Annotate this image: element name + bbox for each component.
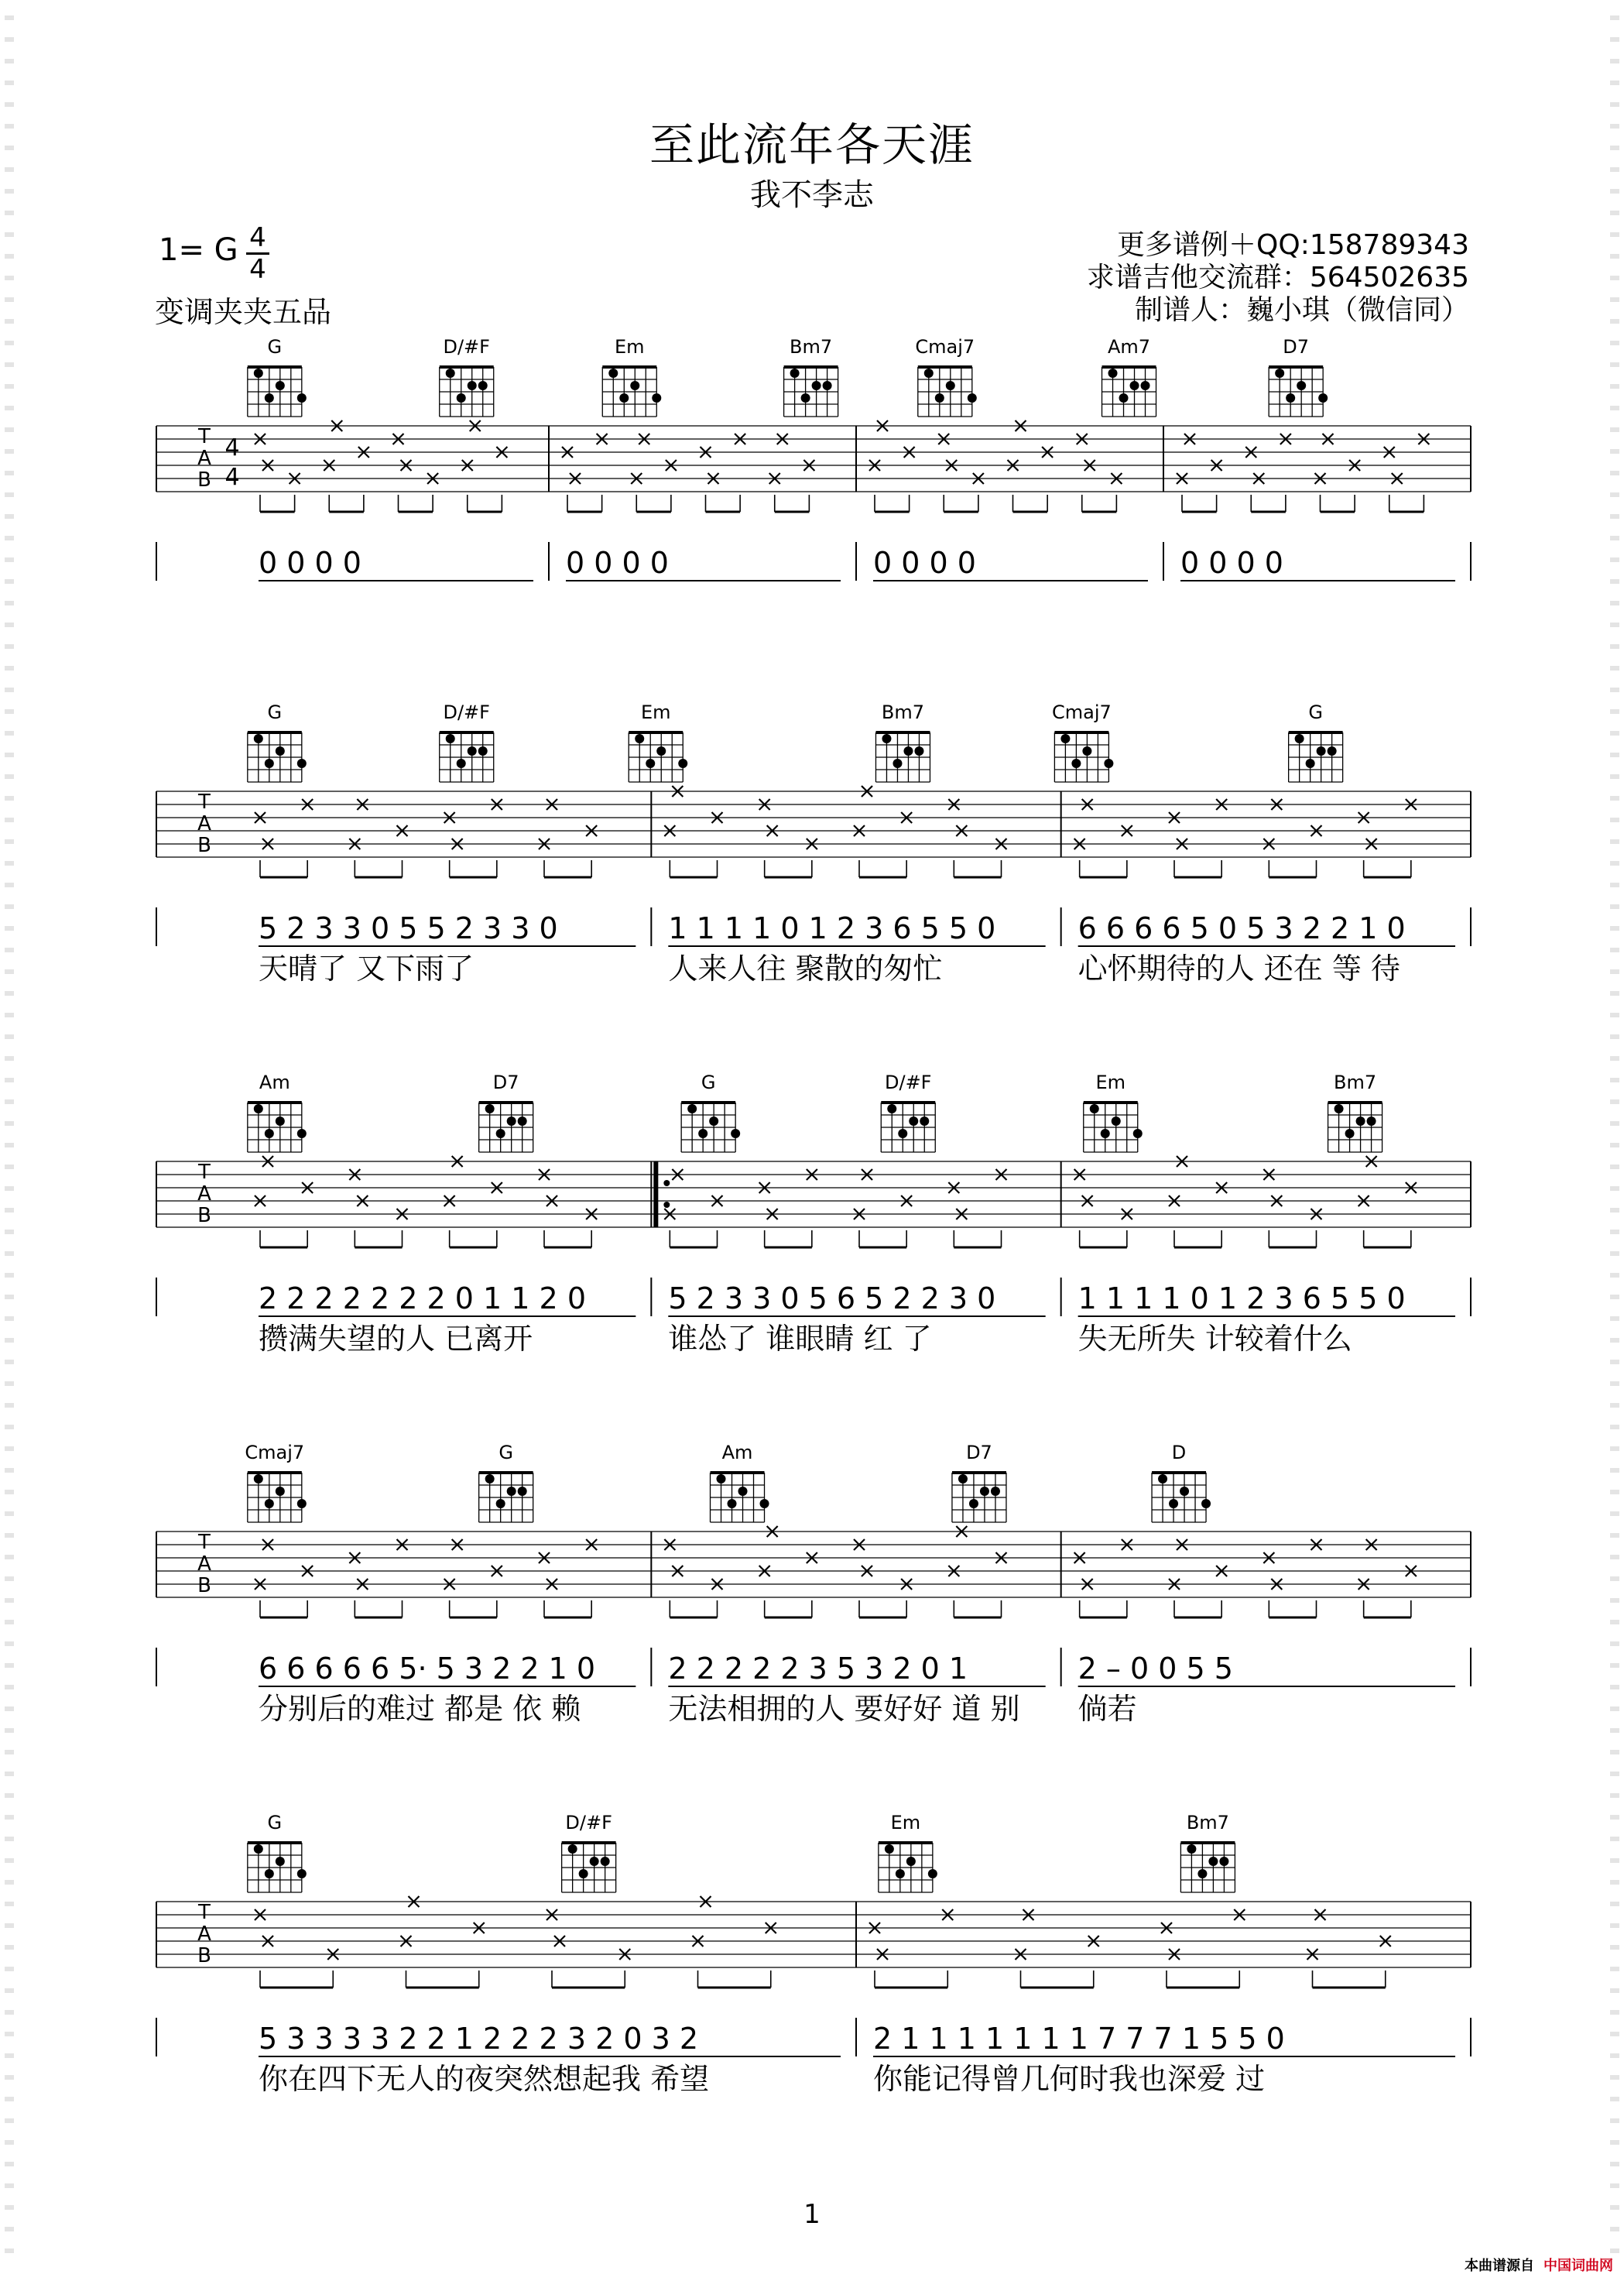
finger-dot bbox=[760, 1499, 769, 1508]
chord-diagram bbox=[1269, 336, 1328, 417]
system-1 bbox=[156, 336, 1471, 581]
finger-dot bbox=[478, 381, 488, 390]
jianpu-notes: 0 0 0 0 bbox=[566, 546, 669, 580]
finger-dot bbox=[728, 1499, 737, 1508]
finger-dot bbox=[1071, 759, 1081, 768]
chord-diagram bbox=[602, 336, 661, 417]
finger-dot bbox=[1334, 1104, 1344, 1113]
tab-clef: B bbox=[197, 834, 211, 857]
finger-dot bbox=[1133, 1129, 1143, 1138]
finger-dot bbox=[568, 1844, 577, 1854]
chord-diagram bbox=[440, 336, 494, 417]
finger-dot bbox=[254, 1474, 263, 1484]
finger-dot bbox=[1356, 1116, 1365, 1126]
tab-clef: A bbox=[197, 447, 211, 470]
finger-dot bbox=[579, 1869, 588, 1878]
chord-name: D/#F bbox=[443, 701, 490, 723]
chord-name: Am bbox=[721, 1442, 753, 1463]
finger-dot bbox=[812, 381, 821, 390]
tab-clef: A bbox=[197, 1182, 211, 1206]
finger-dot bbox=[518, 1116, 527, 1126]
finger-dot bbox=[446, 369, 455, 378]
finger-dot bbox=[254, 1844, 263, 1854]
finger-dot bbox=[276, 381, 285, 390]
lyrics: 攒满失望的人 已离开 bbox=[259, 1322, 533, 1356]
lyrics: 分别后的难过 都是 依 赖 bbox=[259, 1692, 581, 1726]
finger-dot bbox=[485, 1104, 495, 1113]
finger-dot bbox=[958, 1474, 968, 1484]
chord-name: Bm7 bbox=[1334, 1072, 1377, 1093]
jianpu-notes: 5 3 3 3 3 2 2 1 2 2 2 3 2 0 3 2 bbox=[259, 2022, 699, 2056]
jianpu-notes: 6 6 6 6 5 0 5 3 2 2 1 0 bbox=[1078, 911, 1406, 945]
finger-dot bbox=[903, 746, 913, 756]
finger-dot bbox=[885, 1844, 894, 1854]
finger-dot bbox=[991, 1487, 1000, 1496]
tab-clef: B bbox=[197, 1204, 211, 1227]
chord-name: Cmaj7 bbox=[1052, 701, 1112, 723]
finger-dot bbox=[738, 1487, 748, 1496]
finger-dot bbox=[882, 734, 891, 743]
lyrics: 失无所失 计较着什么 bbox=[1078, 1322, 1352, 1356]
finger-dot bbox=[1197, 1869, 1207, 1878]
finger-dot bbox=[946, 381, 955, 390]
chord-name: Bm7 bbox=[1186, 1812, 1229, 1833]
info-arranger: 制谱人：巍小琪（微信同） bbox=[1134, 294, 1469, 326]
chord-name: Em bbox=[890, 1812, 921, 1833]
finger-dot bbox=[297, 1129, 307, 1138]
jianpu-notes: 2 2 2 2 2 3 5 3 2 0 1 bbox=[668, 1652, 968, 1686]
lyrics: 谁怂了 谁眼睛 红 了 bbox=[668, 1322, 932, 1356]
finger-dot bbox=[1219, 1857, 1228, 1866]
finger-dot bbox=[935, 393, 944, 403]
chord-name: Bm7 bbox=[881, 701, 925, 723]
finger-dot bbox=[276, 1487, 285, 1496]
finger-dot bbox=[914, 746, 923, 756]
chord-diagram bbox=[248, 701, 307, 782]
lyrics: 心怀期待的人 还在 等 待 bbox=[1078, 952, 1400, 986]
finger-dot bbox=[1208, 1857, 1218, 1866]
tab-clef: T bbox=[198, 791, 211, 814]
chord-diagram bbox=[784, 336, 838, 417]
chord-name: G bbox=[267, 336, 283, 358]
chord-name: Am7 bbox=[1107, 336, 1151, 358]
finger-dot bbox=[297, 393, 307, 403]
finger-dot bbox=[265, 393, 274, 403]
footer-source: 本曲谱源自 bbox=[1465, 2258, 1534, 2274]
jianpu-notes: 2 2 2 2 2 2 2 0 1 1 2 0 bbox=[259, 1281, 586, 1315]
chord-name: Bm7 bbox=[790, 336, 833, 358]
chord-diagram bbox=[879, 1812, 937, 1892]
jianpu-notes: 0 0 0 0 bbox=[873, 546, 976, 580]
finger-dot bbox=[1367, 1116, 1376, 1126]
finger-dot bbox=[297, 1499, 307, 1508]
finger-dot bbox=[1295, 734, 1304, 743]
finger-dot bbox=[980, 1487, 989, 1496]
footer-credit bbox=[1465, 2255, 1613, 2275]
finger-dot bbox=[1286, 393, 1295, 403]
chord-name: Cmaj7 bbox=[915, 336, 975, 358]
chord-diagram bbox=[681, 1072, 740, 1152]
chord-name: Cmaj7 bbox=[245, 1442, 305, 1463]
finger-dot bbox=[709, 1116, 718, 1126]
chord-name: Em bbox=[640, 701, 671, 723]
chord-name: G bbox=[701, 1072, 716, 1093]
key-signature: 1= G bbox=[159, 232, 238, 268]
time-signature-top: 4 bbox=[249, 222, 266, 253]
page-number: 1 bbox=[803, 2199, 821, 2230]
finger-dot bbox=[601, 1857, 610, 1866]
finger-dot bbox=[1297, 381, 1306, 390]
finger-dot bbox=[608, 369, 618, 378]
chord-diagram bbox=[875, 701, 930, 782]
finger-dot bbox=[678, 759, 687, 768]
finger-dot bbox=[687, 1104, 697, 1113]
finger-dot bbox=[254, 734, 263, 743]
finger-dot bbox=[468, 746, 477, 756]
finger-dot bbox=[652, 393, 661, 403]
finger-dot bbox=[1060, 734, 1070, 743]
chord-diagram bbox=[915, 336, 976, 417]
chord-name: Am bbox=[259, 1072, 290, 1093]
jianpu-notes: 0 0 0 0 bbox=[259, 546, 361, 580]
tab-clef: T bbox=[198, 1161, 211, 1184]
chord-diagram bbox=[562, 1812, 616, 1892]
finger-dot bbox=[646, 759, 655, 768]
tab-time-signature: 4 bbox=[224, 434, 240, 461]
chord-diagram bbox=[952, 1442, 1006, 1522]
song-title: 至此流年各天涯 bbox=[649, 118, 975, 171]
finger-dot bbox=[1306, 759, 1315, 768]
chord-diagram bbox=[1102, 336, 1156, 417]
chord-diagram bbox=[248, 1072, 307, 1152]
chord-diagram bbox=[248, 1812, 307, 1892]
tab-clef: B bbox=[197, 1574, 211, 1597]
chord-name: G bbox=[267, 1812, 283, 1833]
finger-dot bbox=[1090, 1104, 1099, 1113]
lyrics: 人来人往 聚散的匆忙 bbox=[668, 952, 943, 986]
finger-dot bbox=[630, 381, 639, 390]
finger-dot bbox=[265, 1869, 274, 1878]
tab-clef: B bbox=[197, 468, 211, 492]
finger-dot bbox=[276, 1116, 285, 1126]
finger-dot bbox=[507, 1487, 516, 1496]
finger-dot bbox=[619, 393, 629, 403]
finger-dot bbox=[823, 381, 832, 390]
finger-dot bbox=[909, 1116, 918, 1126]
finger-dot bbox=[906, 1857, 916, 1866]
jianpu-notes: 2 1 1 1 1 1 1 1 7 7 7 1 5 5 0 bbox=[873, 2022, 1285, 2056]
finger-dot bbox=[276, 1857, 285, 1866]
song-artist: 我不李志 bbox=[750, 177, 874, 213]
finger-dot bbox=[1318, 393, 1328, 403]
lyrics: 天晴了 又下雨了 bbox=[259, 952, 475, 986]
chord-name: Em bbox=[1095, 1072, 1126, 1093]
repeat-dot bbox=[663, 1202, 670, 1208]
jianpu-notes: 2 – 0 0 5 5 bbox=[1078, 1652, 1233, 1686]
finger-dot bbox=[1108, 369, 1118, 378]
finger-dot bbox=[1345, 1129, 1355, 1138]
jianpu-notes: 5 2 3 3 0 5 6 5 2 2 3 0 bbox=[668, 1281, 996, 1315]
tab-clef: A bbox=[197, 812, 211, 835]
finger-dot bbox=[656, 746, 666, 756]
chord-diagram bbox=[1289, 701, 1343, 782]
finger-dot bbox=[717, 1474, 726, 1484]
finger-dot bbox=[265, 1499, 274, 1508]
tab-clef: A bbox=[197, 1552, 211, 1576]
finger-dot bbox=[1082, 746, 1091, 756]
finger-dot bbox=[1180, 1487, 1189, 1496]
chord-diagram bbox=[1084, 1072, 1143, 1152]
finger-dot bbox=[1101, 1129, 1110, 1138]
finger-dot bbox=[276, 746, 285, 756]
tab-clef: T bbox=[198, 1531, 211, 1554]
chord-diagram bbox=[245, 1442, 306, 1522]
chord-name: D bbox=[1171, 1442, 1187, 1463]
finger-dot bbox=[265, 1129, 274, 1138]
chord-diagram bbox=[711, 1442, 769, 1522]
tab-clef: A bbox=[197, 1923, 211, 1946]
finger-dot bbox=[898, 1129, 907, 1138]
lyrics: 无法相拥的人 要好好 道 别 bbox=[668, 1692, 1020, 1726]
finger-dot bbox=[254, 1104, 263, 1113]
finger-dot bbox=[254, 369, 263, 378]
chord-name: G bbox=[499, 1442, 513, 1463]
tab-clef: T bbox=[198, 425, 211, 448]
system-5 bbox=[156, 1812, 1471, 2096]
finger-dot bbox=[968, 393, 977, 403]
jianpu-notes: 0 0 0 0 bbox=[1180, 546, 1283, 580]
info-qq: 更多谱例＋QQ:158789343 bbox=[1117, 229, 1469, 261]
jianpu-notes: 1 1 1 1 0 1 2 3 6 5 5 0 bbox=[1078, 1281, 1406, 1315]
finger-dot bbox=[1187, 1844, 1196, 1854]
finger-dot bbox=[896, 1869, 905, 1878]
finger-dot bbox=[1141, 381, 1150, 390]
chord-diagram bbox=[440, 701, 494, 782]
finger-dot bbox=[893, 759, 902, 768]
chord-diagram bbox=[479, 1442, 533, 1522]
finger-dot bbox=[590, 1857, 599, 1866]
tab-clef: B bbox=[197, 1944, 211, 1967]
finger-dot bbox=[920, 1116, 929, 1126]
chord-diagram bbox=[1180, 1812, 1235, 1892]
lyrics: 你在四下无人的夜突然想起我 希望 bbox=[259, 2062, 710, 2096]
finger-dot bbox=[496, 1129, 505, 1138]
chord-diagram bbox=[629, 701, 687, 782]
chord-diagram bbox=[1328, 1072, 1382, 1152]
chord-diagram bbox=[248, 336, 307, 417]
chord-diagram bbox=[1052, 701, 1113, 782]
finger-dot bbox=[928, 1869, 937, 1878]
chord-name: Em bbox=[615, 336, 645, 358]
chord-name: D7 bbox=[492, 1072, 519, 1093]
finger-dot bbox=[1275, 369, 1284, 378]
lyrics: 你能记得曾几何时我也深爱 过 bbox=[873, 2062, 1266, 2096]
finger-dot bbox=[790, 369, 800, 378]
finger-dot bbox=[1112, 1116, 1121, 1126]
chord-diagram bbox=[479, 1072, 533, 1152]
finger-dot bbox=[887, 1104, 896, 1113]
chord-diagram bbox=[881, 1072, 935, 1152]
finger-dot bbox=[518, 1487, 527, 1496]
chord-name: D7 bbox=[1283, 336, 1310, 358]
chord-name: D/#F bbox=[443, 336, 490, 358]
finger-dot bbox=[1328, 746, 1337, 756]
repeat-dot bbox=[663, 1180, 670, 1186]
jianpu-notes: 1 1 1 1 0 1 2 3 6 5 5 0 bbox=[668, 911, 996, 945]
finger-dot bbox=[446, 734, 455, 743]
finger-dot bbox=[1119, 393, 1129, 403]
finger-dot bbox=[1317, 746, 1326, 756]
chord-name: D/#F bbox=[565, 1812, 612, 1833]
footer-brand: 中国词曲网 bbox=[1543, 2258, 1613, 2274]
finger-dot bbox=[1104, 759, 1113, 768]
system-2 bbox=[156, 701, 1471, 986]
finger-dot bbox=[265, 759, 274, 768]
chord-name: G bbox=[267, 701, 283, 723]
finger-dot bbox=[698, 1129, 708, 1138]
finger-dot bbox=[635, 734, 644, 743]
tab-time-signature: 4 bbox=[224, 464, 240, 491]
finger-dot bbox=[485, 1474, 495, 1484]
finger-dot bbox=[1169, 1499, 1178, 1508]
finger-dot bbox=[1201, 1499, 1211, 1508]
chord-name: D7 bbox=[966, 1442, 992, 1463]
finger-dot bbox=[496, 1499, 505, 1508]
system-3 bbox=[156, 1072, 1471, 1356]
chord-name: G bbox=[1308, 701, 1323, 723]
jianpu-notes: 6 6 6 6 6 5· 5 3 2 2 1 0 bbox=[259, 1652, 596, 1686]
system-4 bbox=[156, 1442, 1471, 1726]
info-group: 求谱吉他交流群：564502635 bbox=[1086, 262, 1469, 293]
finger-dot bbox=[478, 746, 488, 756]
lyrics: 倘若 bbox=[1078, 1692, 1137, 1726]
finger-dot bbox=[468, 381, 477, 390]
time-signature-bottom: 4 bbox=[249, 254, 266, 285]
finger-dot bbox=[1158, 1474, 1167, 1484]
finger-dot bbox=[457, 393, 466, 403]
jianpu-notes: 5 2 3 3 0 5 5 2 3 3 0 bbox=[259, 911, 558, 945]
finger-dot bbox=[507, 1116, 516, 1126]
finger-dot bbox=[297, 759, 307, 768]
finger-dot bbox=[969, 1499, 978, 1508]
tab-clef: T bbox=[198, 1901, 211, 1924]
finger-dot bbox=[731, 1129, 740, 1138]
capo-note: 变调夹夹五品 bbox=[155, 295, 332, 329]
finger-dot bbox=[457, 759, 466, 768]
finger-dot bbox=[924, 369, 934, 378]
finger-dot bbox=[1130, 381, 1139, 390]
chord-diagram bbox=[1152, 1442, 1211, 1522]
finger-dot bbox=[801, 393, 810, 403]
chord-name: D/#F bbox=[885, 1072, 932, 1093]
finger-dot bbox=[297, 1869, 307, 1878]
